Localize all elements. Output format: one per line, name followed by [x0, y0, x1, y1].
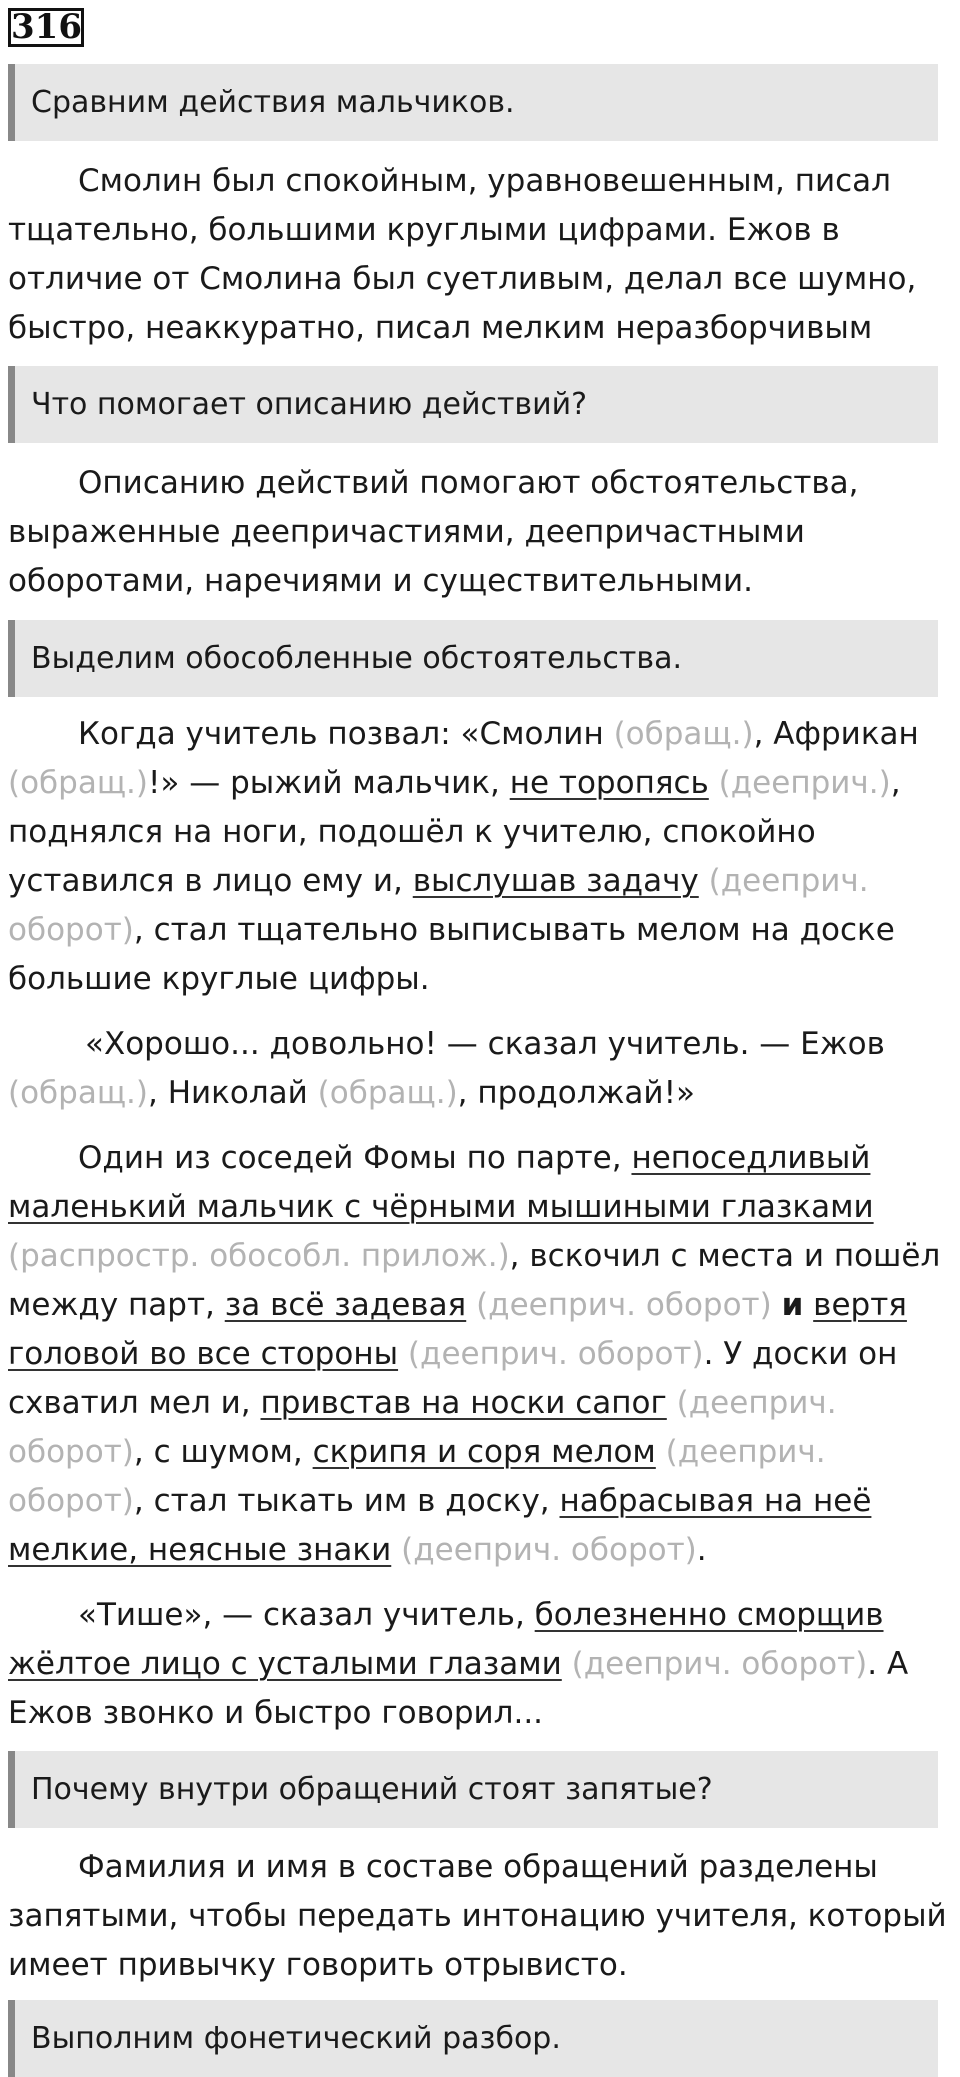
grammar-note: (обращ.)	[613, 716, 754, 752]
grammar-note: (дееприч. оборот)	[571, 1646, 868, 1682]
grammar-note: (дееприч.)	[718, 765, 891, 801]
answer-text: Смолин был спокойным, уравновешенным, писал тщательно, большими круглыми цифрами. Ежов в отличие от Смолина был суетливым, делал все шумно, быстро, неаккуратно, писал мелким неразборчивым	[8, 163, 917, 346]
underlined-circumstance: за всё задевая	[224, 1287, 467, 1323]
excerpt-text	[398, 1336, 408, 1372]
excerpt-text	[667, 1385, 677, 1421]
excerpt-text: «Хорошо... довольно! — сказал учитель. — Ежов	[85, 1026, 885, 1062]
bold-conjunction: и	[781, 1287, 804, 1323]
excerpt-text	[803, 1287, 813, 1323]
answer-why-commas	[8, 1843, 956, 1990]
grammar-note: (распростр. обособл. прилож.)	[8, 1238, 510, 1274]
underlined-circumstance: выслушав задачу	[412, 863, 699, 899]
answer-text: Описанию действий помогают обстоятельства, выраженные деепричастиями, деепричастными оборотами, наречиями и существительными.	[8, 465, 859, 599]
excerpt-text: . А Ежов звонко и быстро говорил...	[8, 1646, 909, 1731]
excerpt-text: !» — рыжий мальчик,	[148, 765, 510, 801]
underlined-circumstance: болезненно сморщив жёлтое лицо с усталыми глазами	[8, 1597, 884, 1682]
grammar-note: (дееприч. оборот)	[407, 1336, 704, 1372]
task-number-box: 316	[8, 8, 84, 47]
question-text: Выделим обособленные обстоятельства.	[31, 641, 682, 676]
grammar-note: (дееприч. оборот)	[401, 1532, 697, 1568]
excerpt-text	[772, 1287, 782, 1323]
excerpt-text: . У доски он схватил мел и,	[8, 1336, 898, 1421]
underlined-circumstance: скрипя и соря мелом	[312, 1434, 656, 1470]
question-compare-actions	[8, 64, 938, 141]
excerpt-text	[562, 1646, 572, 1682]
excerpt-text: , стал тыкать им в доску,	[133, 1483, 560, 1519]
excerpt-text	[466, 1287, 476, 1323]
answer-what-helps	[8, 459, 956, 606]
question-phonetic-analysis	[8, 2000, 938, 2077]
underlined-circumstance: набрасывая на неё мелкие, неясные знаки	[8, 1483, 872, 1568]
excerpt-paragraph-2	[8, 1020, 956, 1118]
excerpt-text: Один из соседей Фомы по парте,	[78, 1140, 632, 1176]
excerpt-text: , вскочил с места и пошёл между парт,	[8, 1238, 941, 1323]
question-what-helps	[8, 366, 938, 443]
underlined-apposition: непоседливый маленький мальчик с чёрными мышиными глазками	[8, 1140, 874, 1225]
excerpt-paragraph-3	[8, 1134, 956, 1575]
excerpt-text: , Африкан	[753, 716, 919, 752]
underlined-circumstance: не торопясь	[509, 765, 709, 801]
excerpt-text: .	[696, 1532, 707, 1568]
grammar-note: (обращ.)	[8, 1075, 148, 1111]
excerpt-text	[391, 1532, 401, 1568]
excerpt-text	[656, 1434, 666, 1470]
question-highlight-circumstances	[8, 620, 938, 697]
grammar-note: (дееприч. оборот)	[8, 1434, 826, 1519]
underlined-circumstance: вертя головой во все стороны	[8, 1287, 907, 1372]
excerpt-text: , Николай	[148, 1075, 318, 1111]
question-text: Выполним фонетический разбор.	[31, 2021, 561, 2056]
excerpt-text: , продолжай!»	[457, 1075, 695, 1111]
excerpt-text: Когда учитель позвал: «Смолин	[78, 716, 614, 752]
excerpt-text: «Тише», — сказал учитель,	[78, 1597, 535, 1633]
question-text: Сравним действия мальчиков.	[31, 85, 515, 120]
grammar-note: (дееприч. оборот)	[8, 863, 869, 948]
answer-text: Фамилия и имя в составе обращений разделены запятыми, чтобы передать интонацию учителя, который имеет привычку говорить отрывисто.	[8, 1849, 947, 1983]
excerpt-paragraph-4	[8, 1591, 956, 1738]
grammar-note: (обращ.)	[8, 765, 148, 801]
question-text: Почему внутри обращений стоят запятые?	[31, 1772, 713, 1807]
question-why-commas	[8, 1751, 938, 1828]
grammar-note: (обращ.)	[317, 1075, 458, 1111]
excerpt-text: , поднялся на ноги, подошёл к учителю, спокойно уставился в лицо ему и,	[8, 765, 901, 899]
excerpt-text: , с шумом,	[133, 1434, 313, 1470]
excerpt-text: , стал тщательно выписывать мелом на доске большие круглые цифры.	[8, 912, 895, 997]
underlined-circumstance: привстав на носки сапог	[260, 1385, 667, 1421]
grammar-note: (дееприч. оборот)	[8, 1385, 837, 1470]
grammar-note: (дееприч. оборот)	[476, 1287, 772, 1323]
question-text: Что помогает описанию действий?	[31, 387, 588, 422]
excerpt-paragraph-1	[8, 710, 956, 1004]
excerpt-text	[709, 765, 719, 801]
excerpt-text	[699, 863, 709, 899]
